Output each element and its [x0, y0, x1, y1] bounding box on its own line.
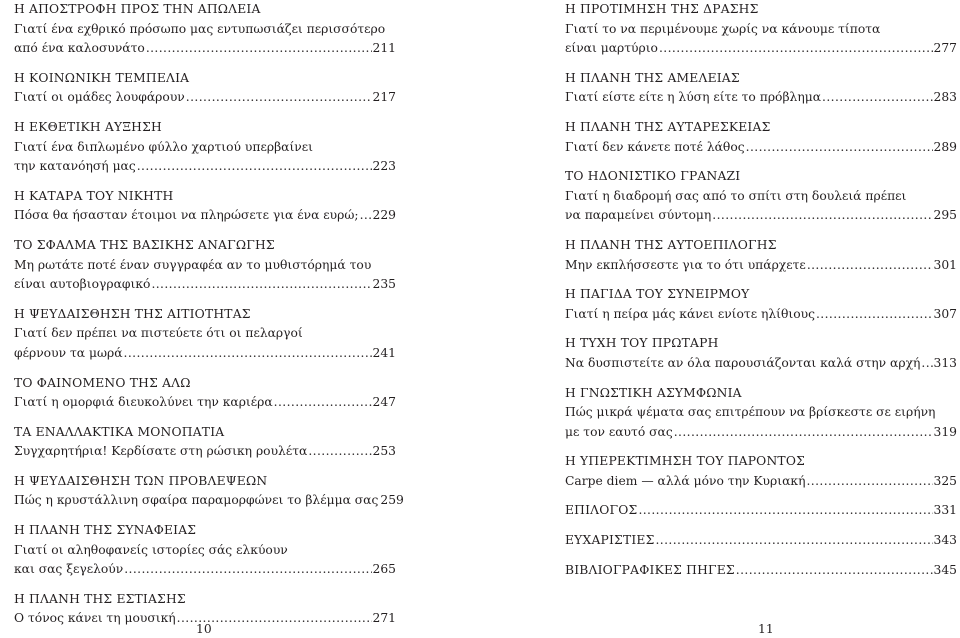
dot-leader: [274, 393, 372, 413]
toc-entry-simple: [565, 561, 957, 581]
chapter-page-number: 253: [372, 444, 396, 459]
dot-leader: [360, 206, 372, 226]
chapter-subtitle-line: Γιατί οι αληθοφανείς ιστορίες σάς ελκύουν: [14, 542, 288, 557]
chapter-subtitle-line: Γιατί η διαδρομή σας από το σπίτι στη δουλειά πρέπει: [565, 188, 907, 203]
right-toc-entries: [565, 0, 957, 580]
section-page-number: 343: [933, 533, 957, 548]
chapter-subtitle-line: φέρνουν τα μωρά: [14, 345, 123, 360]
chapter-subtitle-line: είναι αυτοβιογραφικό: [14, 277, 151, 292]
chapter-page-number: 277: [933, 41, 957, 56]
chapter-subtitle-line: Πώς μικρά ψέματα σας επιτρέπουν να βρίσκεστε σε ειρήνη: [565, 405, 936, 420]
left-page-number: 10: [196, 622, 212, 636]
section-title: ΒΙΒΛΙΟΓΡΑΦΙΚΕΣ ΠΗΓΕΣ: [565, 562, 735, 577]
left-toc-entries: [14, 0, 404, 629]
dot-leader: [712, 206, 932, 226]
chapter-title: ΤΟ ΦΑΙΝΟΜΕΝΟ ΤΗΣ ΑΛΩ: [14, 375, 191, 390]
chapter-subtitle-line: Συγχαρητήρια! Κερδίσατε στη ρώσικη ρουλέτα: [14, 444, 308, 459]
chapter-subtitle-with-page: [14, 275, 396, 295]
chapter-subtitle-with-page: [14, 88, 396, 108]
toc-entry: [14, 305, 396, 364]
chapter-subtitle-with-page: [14, 344, 396, 364]
chapter-title: Η ΓΝΩΣΤΙΚΗ ΑΣΥΜΦΩΝΙΑ: [565, 385, 742, 400]
chapter-title: Η ΠΛΑΝΗ ΤΗΣ ΑΥΤΑΡΕΣΚΕΙΑΣ: [565, 119, 771, 134]
chapter-subtitle-with-page: [565, 472, 957, 492]
chapter-title: Η ΠΛΑΝΗ ΤΗΣ ΕΣΤΙΑΣΗΣ: [14, 591, 186, 606]
chapter-subtitle-line: Γιατί ένα εχθρικό πρόσωπο μας εντυπωσιάζει περισσότερο: [14, 21, 386, 36]
chapter-subtitle-with-page: [565, 39, 957, 59]
chapter-subtitle-with-page: [565, 354, 957, 374]
chapter-page-number: 307: [933, 306, 957, 321]
dot-leader: [659, 39, 933, 59]
chapter-title: Η ΠΑΓΙΔΑ ΤΟΥ ΣΥΝΕΙΡΜΟΥ: [565, 287, 750, 302]
dot-leader: [736, 561, 933, 581]
chapter-page-number: 265: [372, 562, 396, 577]
chapter-page-number: 217: [372, 90, 396, 105]
dot-leader: [638, 501, 932, 521]
chapter-subtitle-with-page: [565, 256, 957, 276]
chapter-subtitle-line: Γιατί ένα διπλωμένο φύλλο χαρτιού υπερβαίνει: [14, 139, 313, 154]
toc-entry-simple: [565, 501, 957, 521]
toc-entry: [565, 285, 957, 324]
chapter-subtitle-with-page: [565, 138, 957, 158]
toc-entry: [14, 374, 396, 413]
section-page-number: 345: [933, 562, 957, 577]
dot-leader: [308, 442, 371, 462]
dot-leader: [656, 531, 933, 551]
chapter-subtitle-with-page: [14, 560, 396, 580]
dot-leader: [674, 423, 933, 443]
chapter-subtitle-line: Γιατί η ομορφιά διευκολύνει την καριέρα: [14, 395, 273, 410]
chapter-title: ΤΟ ΗΔΟΝΙΣΤΙΚΟ ΓΡΑΝΑΖΙ: [565, 169, 741, 184]
chapter-title: Η ΠΛΑΝΗ ΤΗΣ ΑΥΤΟΕΠΙΛΟΓΗΣ: [565, 237, 777, 252]
toc-entry: [14, 521, 396, 580]
chapter-title: Η ΚΟΙΝΩΝΙΚΗ ΤΕΜΠΕΛΙΑ: [14, 70, 190, 85]
chapter-subtitle-with-page: [565, 88, 957, 108]
chapter-subtitle-line: Γιατί οι ομάδες λουφάρουν: [14, 90, 185, 105]
chapter-subtitle-line: Γιατί είστε είτε η λύση είτε το πρόβλημα: [565, 90, 822, 105]
toc-entry: [565, 236, 957, 275]
section-page-number: 331: [933, 503, 957, 518]
chapter-subtitle-line: Πόσα θα ήσασταν έτοιμοι να πληρώσετε για ένα ευρώ;: [14, 208, 359, 223]
toc-entry: [14, 423, 396, 462]
dot-leader: [186, 88, 372, 108]
chapter-subtitle-line: με τον εαυτό σας: [565, 424, 673, 439]
chapter-page-number: 241: [372, 345, 396, 360]
dot-leader: [921, 354, 932, 374]
toc-entry-simple: [565, 531, 957, 551]
chapter-subtitle-with-page: [565, 305, 957, 325]
dot-leader: [816, 305, 933, 325]
toc-entry: [565, 167, 957, 226]
dot-leader: [137, 157, 372, 177]
chapter-page-number: 319: [933, 424, 957, 439]
toc-entry: [14, 472, 404, 511]
toc-entry: [14, 236, 396, 295]
chapter-subtitle-line: Γιατί η πείρα μάς κάνει ενίοτε ηλίθιους: [565, 306, 815, 321]
chapter-subtitle-line: Να δυσπιστείτε αν όλα παρουσιάζονται καλά στην αρχή: [565, 355, 921, 370]
chapter-subtitle-with-page: [14, 157, 396, 177]
chapter-title: ΤΟ ΣΦΑΛΜΑ ΤΗΣ ΒΑΣΙΚΗΣ ΑΝΑΓΩΓΗΣ: [14, 237, 275, 252]
chapter-title: ΤΑ ΕΝΑΛΛΑΚΤΙΚΑ ΜΟΝΟΠΑΤΙΑ: [14, 424, 225, 439]
dot-leader: [151, 275, 371, 295]
chapter-subtitle-line: Μην εκπλήσσεστε για το ότι υπάρχετε: [565, 257, 806, 272]
chapter-subtitle-with-page: [565, 423, 957, 443]
chapter-page-number: 325: [933, 473, 957, 488]
chapter-page-number: 229: [372, 208, 396, 223]
section-title: ΕΥΧΑΡΙΣΤΙΕΣ: [565, 533, 655, 548]
chapter-page-number: 283: [933, 90, 957, 105]
chapter-page-number: 301: [933, 257, 957, 272]
chapter-subtitle-line: την κατανόησή μας: [14, 159, 136, 174]
chapter-subtitle-line: Carpe diem — αλλά μόνο την Κυριακή: [565, 473, 806, 488]
toc-entry: [565, 69, 957, 108]
chapter-subtitle-with-page: [14, 39, 396, 59]
chapter-subtitle-line: και σας ξεγελούν: [14, 562, 124, 577]
dot-leader: [124, 344, 372, 364]
chapter-title: Η ΥΠΕΡΕΚΤΙΜΗΣΗ ΤΟΥ ΠΑΡΟΝΤΟΣ: [565, 454, 805, 469]
toc-entry: [565, 0, 957, 59]
chapter-title: Η ΨΕΥΔΑΙΣΘΗΣΗ ΤΩΝ ΠΡΟΒΛΕΨΕΩΝ: [14, 473, 268, 488]
chapter-subtitle-line: Πώς η κρυστάλλινη σφαίρα παραμορφώνει το βλέμμα σας: [14, 493, 379, 508]
chapter-subtitle-line: Γιατί δεν πρέπει να πιστεύετε ότι οι πελαργοί: [14, 326, 303, 341]
section-title-with-page: [565, 501, 957, 521]
chapter-title: Η ΕΚΘΕΤΙΚΗ ΑΥΞΗΣΗ: [14, 119, 162, 134]
dot-leader: [806, 472, 932, 492]
chapter-subtitle-with-page: [14, 491, 404, 511]
dot-leader: [146, 39, 372, 59]
right-page-toc: [565, 0, 957, 580]
chapter-title: Η ΨΕΥΔΑΙΣΘΗΣΗ ΤΗΣ ΑΙΤΙΟΤΗΤΑΣ: [14, 306, 251, 321]
toc-entry: [14, 118, 396, 177]
section-title: ΕΠΙΛΟΓΟΣ: [565, 503, 638, 518]
chapter-subtitle-line: Μη ρωτάτε ποτέ έναν συγγραφέα αν το μυθιστόρημά του: [14, 257, 372, 272]
chapter-page-number: 259: [380, 493, 404, 508]
dot-leader: [746, 138, 933, 158]
chapter-subtitle-with-page: [14, 393, 396, 413]
toc-entry: [14, 69, 396, 108]
chapter-subtitle-with-page: [14, 206, 396, 226]
chapter-title: Η ΑΠΟΣΤΡΟΦΗ ΠΡΟΣ ΤΗΝ ΑΠΩΛΕΙΑ: [14, 2, 261, 16]
section-title-with-page: [565, 561, 957, 581]
chapter-subtitle-line: από ένα καλοσυνάτο: [14, 41, 145, 56]
chapter-subtitle-with-page: [14, 442, 396, 462]
chapter-page-number: 313: [933, 355, 957, 370]
toc-entry: [14, 0, 396, 59]
chapter-title: Η ΠΛΑΝΗ ΤΗΣ ΑΜΕΛΕΙΑΣ: [565, 70, 740, 85]
chapter-subtitle-line: να παραμείνει σύντομη: [565, 208, 712, 223]
chapter-page-number: 295: [933, 208, 957, 223]
chapter-page-number: 271: [372, 611, 396, 626]
toc-entry: [565, 118, 957, 157]
chapter-subtitle-line: Ο τόνος κάνει τη μουσική: [14, 611, 176, 626]
section-title-with-page: [565, 531, 957, 551]
dot-leader: [124, 560, 371, 580]
toc-entry: [565, 384, 957, 443]
chapter-subtitle-line: Γιατί δεν κάνετε ποτέ λάθος: [565, 139, 745, 154]
chapter-title: Η ΠΛΑΝΗ ΤΗΣ ΣΥΝΑΦΕΙΑΣ: [14, 523, 197, 538]
chapter-subtitle-line: είναι μαρτύριο: [565, 41, 658, 56]
toc-entry: [14, 187, 396, 226]
right-page-number: 11: [758, 622, 774, 636]
chapter-title: Η ΤΥΧΗ ΤΟΥ ΠΡΩΤΑΡΗ: [565, 336, 719, 351]
left-page-toc: [14, 0, 404, 629]
chapter-page-number: 211: [372, 41, 396, 56]
chapter-subtitle-line: Γιατί το να περιμένουμε χωρίς να κάνουμε τίποτα: [565, 21, 881, 36]
toc-entry: [565, 452, 957, 491]
chapter-page-number: 223: [372, 159, 396, 174]
chapter-page-number: 289: [933, 139, 957, 154]
chapter-page-number: 235: [372, 277, 396, 292]
chapter-title: Η ΠΡΟΤΙΜΗΣΗ ΤΗΣ ΔΡΑΣΗΣ: [565, 2, 759, 16]
chapter-title: Η ΚΑΤΑΡΑ ΤΟΥ ΝΙΚΗΤΗ: [14, 188, 174, 203]
dot-leader: [807, 256, 933, 276]
chapter-page-number: 247: [372, 395, 396, 410]
dot-leader: [822, 88, 932, 108]
toc-entry: [565, 334, 957, 373]
chapter-subtitle-with-page: [565, 206, 957, 226]
